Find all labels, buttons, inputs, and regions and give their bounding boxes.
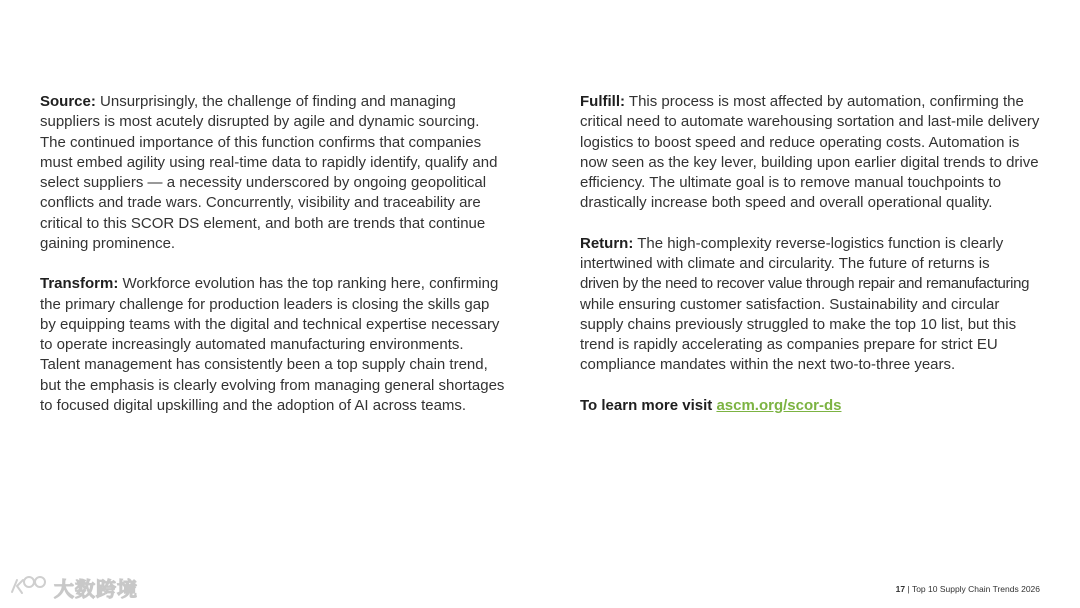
paragraph-line: must embed agility using real-time data to rapidly identify, qualify and <box>40 153 498 171</box>
page-number: 17 <box>895 584 906 594</box>
fulfill-label: Fulfill: <box>580 93 625 110</box>
watermark-text: 大数跨境 <box>54 576 138 601</box>
paragraph-line: gaining prominence. <box>40 234 176 252</box>
paragraph-line: critical need to automate warehousing sortation and last-mile delivery <box>580 113 1040 131</box>
paragraph-line <box>40 92 540 112</box>
paragraph-line: conflicts and trade wars. Concurrently, visibility and traceability are <box>40 194 481 212</box>
paragraph-line: compliance mandates within the next two-to-three years. <box>580 356 956 374</box>
paragraph-line: by equipping teams with the digital and technical expertise necessary <box>40 315 500 333</box>
return-label: Return: <box>580 234 634 252</box>
line-text: Workforce evolution has the top ranking here, confirming <box>122 275 499 293</box>
paragraph-line: drastically increase both speed and overall operational quality. <box>580 194 993 212</box>
paragraph-line: critical to this SCOR DS element, and both are trends that continue <box>40 214 486 232</box>
paragraph-line: while ensuring customer satisfaction. Sustainability and circular <box>580 295 1000 313</box>
paragraph-line <box>580 234 1060 254</box>
scor-ds-link[interactable]: ascm.org/scor-ds <box>716 396 842 414</box>
source-paragraph <box>40 92 540 254</box>
page-footer <box>896 584 1040 594</box>
paragraph-line: Talent management has consistently been a top supply chain trend, <box>40 356 488 374</box>
document-title: Top 10 Supply Chain Trends 2026 <box>911 584 1040 594</box>
footer-separator: | <box>907 584 910 594</box>
fulfill-paragraph <box>580 92 1060 214</box>
paragraph-line: supply chains previously struggled to make the top 10 list, but this <box>580 315 1017 333</box>
learn-more-cta <box>580 396 1060 416</box>
left-column <box>40 92 540 436</box>
right-column <box>580 92 1060 436</box>
paragraph-line <box>40 274 540 294</box>
paragraph-line: The continued importance of this function confirms that companies <box>40 133 482 151</box>
paragraph-line: now seen as the key lever, building upon earlier digital trends to drive <box>580 153 1039 171</box>
line-text: The high-complexity reverse-logistics function is clearly <box>637 234 1004 252</box>
paragraph-line: trend is rapidly accelerating as companies prepare for strict EU <box>580 336 998 353</box>
paragraph-line: but the emphasis is clearly evolving from managing general shortages <box>40 376 505 394</box>
paragraph-line: efficiency. The ultimate goal is to remove manual touchpoints to <box>580 174 1002 191</box>
source-label: Source: <box>40 93 96 110</box>
return-paragraph <box>580 234 1060 376</box>
paragraph-line: select suppliers — a necessity underscored by ongoing geopolitical <box>40 174 487 191</box>
transform-label: Transform: <box>40 275 119 293</box>
transform-paragraph <box>40 274 540 416</box>
paragraph-line: the primary challenge for production leaders is closing the skills gap <box>40 295 490 313</box>
line-text: This process is most affected by automation, confirming the <box>628 93 1024 110</box>
watermark-logo-icon <box>8 572 48 603</box>
watermark <box>8 572 138 602</box>
paragraph-line: logistics to boost speed and reduce operating costs. Automation is <box>580 133 1020 151</box>
paragraph-line: to operate increasingly automated manufacturing environments. <box>40 336 464 353</box>
line-text: Unsurprisingly, the challenge of finding and managing <box>100 93 456 110</box>
paragraph-line: driven by the need to recover value through repair and remanufacturing <box>580 275 1030 293</box>
paragraph-line <box>580 92 1060 112</box>
paragraph-line: intertwined with climate and circularity. The future of returns is <box>580 255 990 272</box>
paragraph-line: to focused digital upskilling and the adoption of AI across teams. <box>40 396 467 414</box>
paragraph-line: suppliers is most acutely disrupted by agile and dynamic sourcing. <box>40 113 480 131</box>
cta-text: To learn more visit <box>580 396 713 414</box>
